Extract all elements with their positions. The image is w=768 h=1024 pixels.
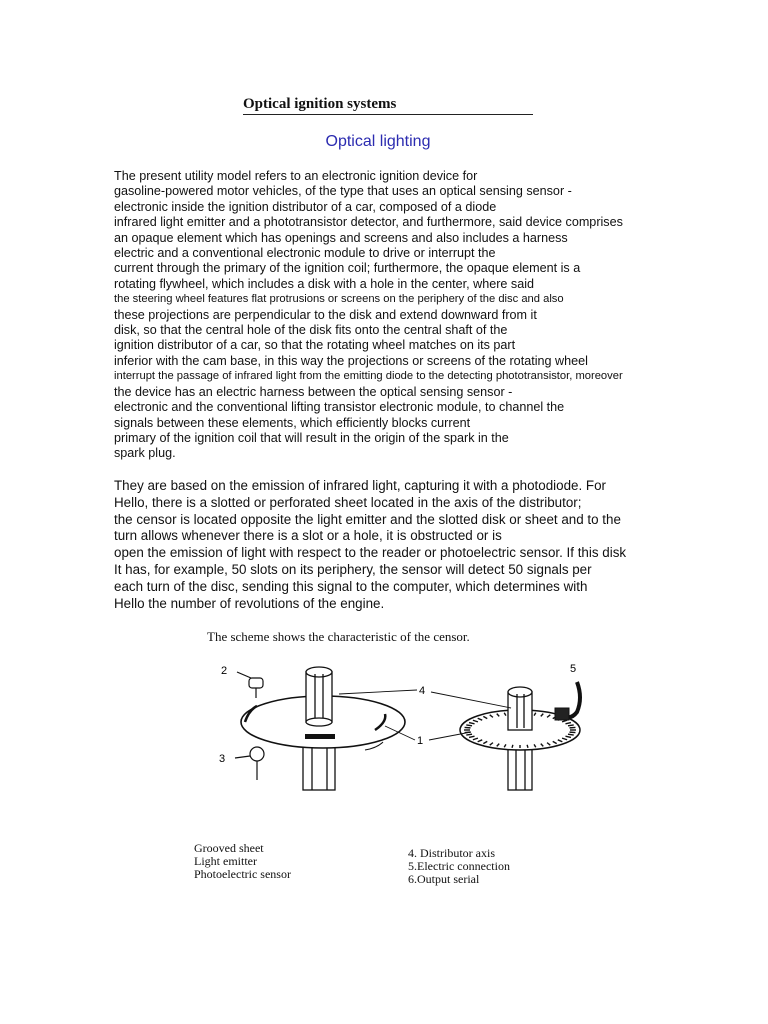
paragraph-line: current through the primary of the ignition coil; furthermore, the opaque element is a [114,261,581,276]
paragraph-line: It has, for example, 50 slots on its periphery, the sensor will detect 50 signals per [114,561,592,577]
sensor-diagram [205,650,595,800]
right-shaft-upper [508,687,532,730]
paragraph-line: the censor is located opposite the light emitter and the slotted disk or sheet and to the [114,511,621,527]
legend-item-photoelectric-sensor: Photoelectric sensor [194,867,291,881]
paragraph-line: electric and a conventional electronic module to drive or interrupt the [114,246,496,261]
legend-item-grooved-sheet: Grooved sheet [194,841,264,855]
disk-slot [466,734,472,735]
paragraph-line: Hello, there is a slotted or perforated sheet located in the axis of the distributor; [114,494,582,510]
paragraph-line: rotating flywheel, which includes a disk with a hole in the center, where said [114,276,535,291]
label-3: 3 [219,753,226,765]
paragraph-line: spark plug. [114,446,176,461]
paragraph-line: open the emission of light with respect to the reader or photoelectric sensor. If this disk [114,545,627,561]
paragraph-line: signals between these elements, which efficiently blocks current [114,415,471,430]
label-4: 4 [419,685,426,697]
paragraph-explanation [114,478,734,612]
paragraph-line: ignition distributor of a car, so that the rotating wheel matches on its part [114,338,516,353]
paragraph-line: turn allows whenever there is a slot or a hole, it is obstructed or is [114,528,502,544]
label-2: 2 [221,665,228,677]
disk-slot [527,745,528,748]
paragraph-line: inferior with the cam base, in this way the projections or screens of the rotating wheel [114,353,588,368]
paragraph-line: The present utility model refers to an electronic ignition device for [114,169,478,183]
paragraph-line: electronic inside the ignition distributor of a car, composed of a diode [114,199,497,214]
disk-slot [466,725,472,726]
paragraph-line: They are based on the emission of infrared light, capturing it with a photodiode. For [114,478,607,493]
legend-item-light-emitter: Light emitter [194,854,257,868]
label-5: 5 [570,663,577,675]
legend-item-output-serial: 6.Output serial [408,872,480,886]
paragraph-line: these projections are perpendicular to the disk and extend downward from it [114,307,537,322]
paragraph-line: interrupt the passage of infrared light from the emitting diode to the detecting phototransistor, moreover [114,370,623,383]
photoelectric-sensor-component [235,747,264,780]
left-shaft-upper [306,667,332,726]
disk-slot [512,745,513,748]
paragraph-line: the device has an electric harness between the optical sensing sensor - [114,384,513,399]
light-emitter-component [237,672,263,698]
paragraph-line: gasoline-powered motor vehicles, of the type that uses an optical sensing sensor - [114,184,572,199]
legend-item-electric-connection: 5.Electric connection [408,859,510,873]
label-1: 1 [417,735,424,747]
paragraph-line: Hello the number of revolutions of the engine. [114,595,385,611]
paragraph-line: disk, so that the central hole of the disk fits onto the central shaft of the [114,323,508,338]
figure-caption: The scheme shows the characteristic of the censor. [207,629,470,644]
document-title: Optical ignition systems [243,95,533,115]
disk-slot [568,725,574,726]
paragraph-line: electronic and the conventional lifting transistor electronic module, to channel the [114,400,565,415]
legend-item-distributor-axis: 4. Distributor axis [408,846,495,860]
legend-left [194,842,291,881]
paragraph-line: primary of the ignition coil that will result in the origin of the spark in the [114,430,509,445]
electric-connection-cable [555,682,580,720]
section-heading: Optical lighting [325,133,431,150]
paragraph-line: each turn of the disc, sending this signal to the computer, which determines with [114,578,588,594]
paragraph-line: the steering wheel features flat protrusions or screens on the periphery of the disc and also [114,293,564,306]
paragraph-description [114,169,714,462]
paragraph-line: an opaque element which has openings and screens and also includes a harness [114,230,568,245]
disk-slot [568,734,574,735]
legend-right [408,847,510,886]
paragraph-line: infrared light emitter and a phototransistor detector, and furthermore, said device comprises [114,215,623,230]
